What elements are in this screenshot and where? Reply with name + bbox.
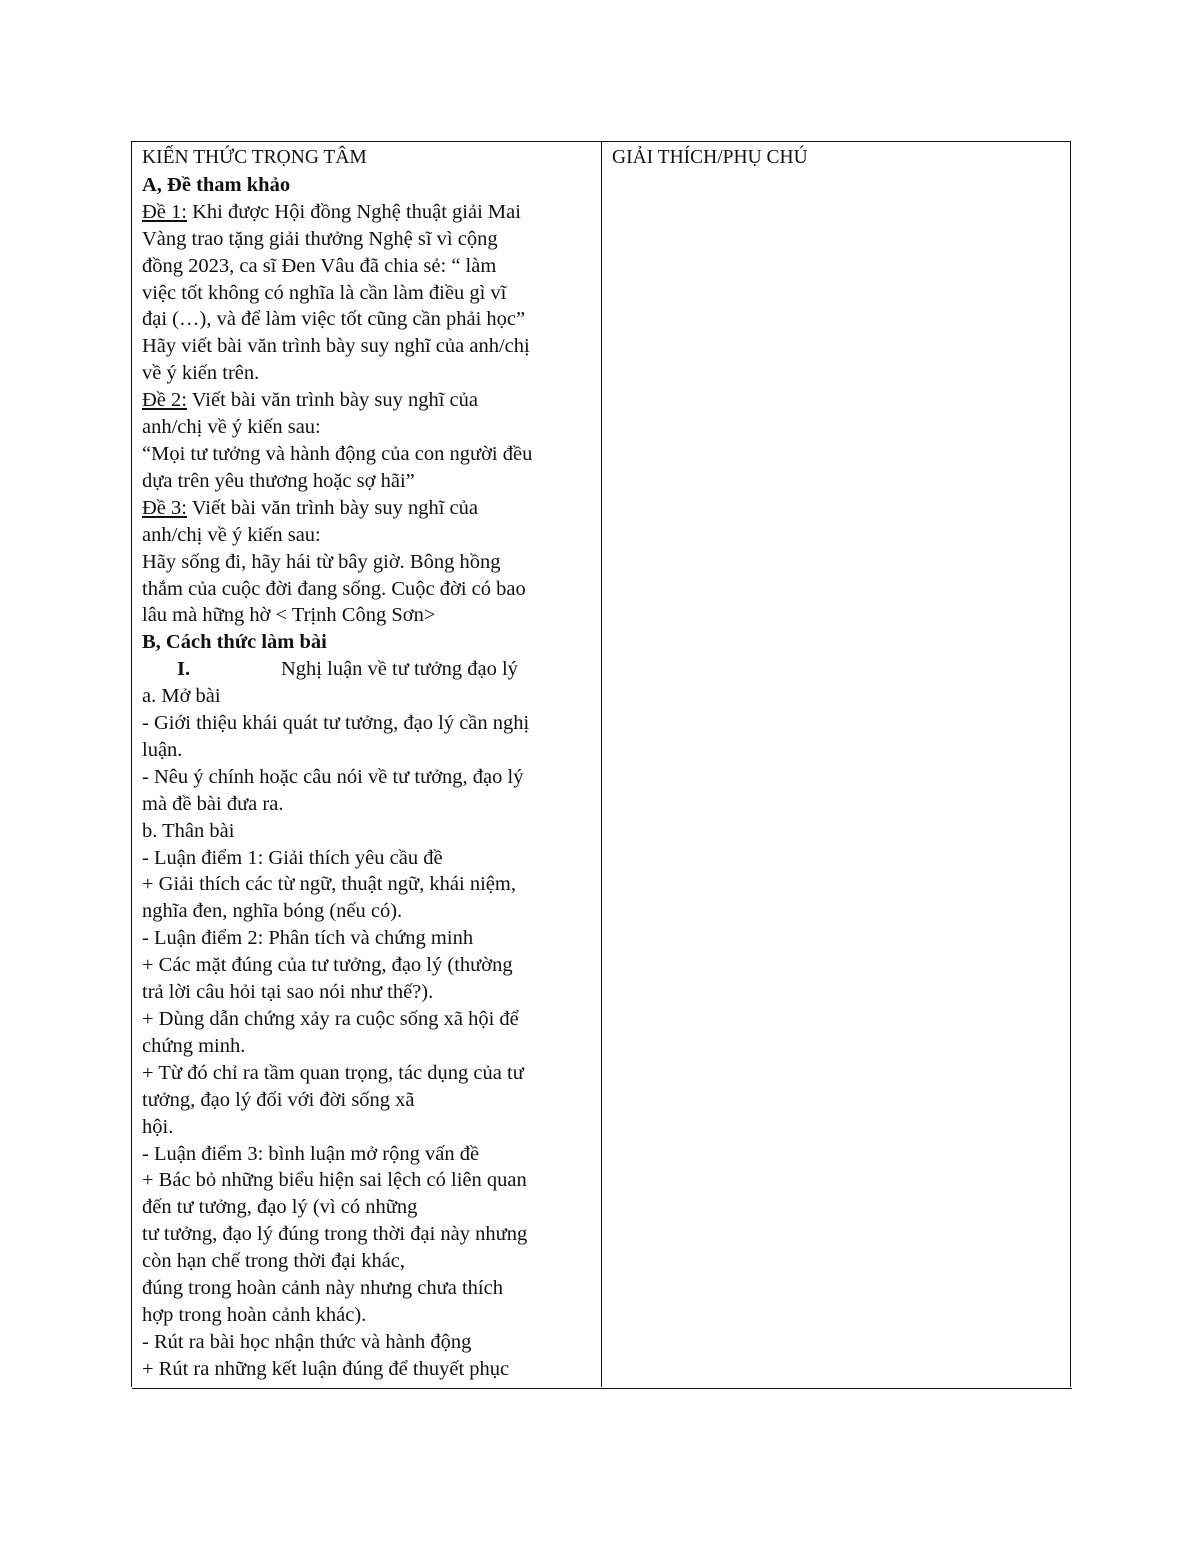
- prompt-2-text: dựa trên yêu thương hoặc sợ hãi”: [142, 469, 415, 492]
- method-line: mà đề bài đưa ra.: [142, 792, 284, 815]
- prompt-2-line: [142, 414, 595, 441]
- method-line: - Luận điểm 3: bình luận mở rộng vấn đề: [142, 1142, 480, 1165]
- method-lines: [142, 683, 595, 1383]
- right-column-header: GIẢI THÍCH/PHỤ CHÚ: [612, 147, 808, 168]
- method-line: còn hạn chế trong thời đại khác,: [142, 1250, 406, 1273]
- prompt-1-text: đồng 2023, ca sĩ Đen Vâu đã chia sẻ: “ làm: [142, 254, 497, 277]
- prompt-3-text: anh/chị về ý kiến sau:: [142, 523, 321, 546]
- prompt-1-text: đại (…), và để làm việc tốt cũng cần phải học”: [142, 308, 526, 331]
- method-line: đúng trong hoàn cảnh này nhưng chưa thích: [142, 1277, 503, 1300]
- method-line: + Các mặt đúng của tư tưởng, đạo lý (thường: [142, 954, 513, 977]
- method-line: + Giải thích các từ ngữ, thuật ngữ, khái niệm,: [142, 873, 516, 896]
- prompt-1-line: [142, 333, 595, 360]
- prompt-2-line: [142, 468, 595, 495]
- prompt-1-line: [142, 199, 595, 226]
- method-line: luận.: [142, 738, 183, 761]
- section-a-heading: A, Đề tham khảo: [142, 173, 291, 196]
- method-line: - Rút ra bài học nhận thức và hành động: [142, 1330, 472, 1353]
- method-line: + Rút ra những kết luận đúng để thuyết phục: [142, 1357, 510, 1380]
- method-line: nghĩa đen, nghĩa bóng (nếu có).: [142, 900, 403, 923]
- method-line: tư tưởng, đạo lý đúng trong thời đại này nhưng: [142, 1223, 528, 1246]
- prompt-2-line: [142, 387, 595, 414]
- method-line: hợp trong hoàn cảnh khác).: [142, 1303, 367, 1326]
- explanation-column: [602, 142, 1071, 1387]
- method-line: - Luận điểm 1: Giải thích yêu cầu đề: [142, 846, 443, 869]
- prompt-3-label: Đề 3:: [142, 496, 187, 519]
- prompt-1-label: Đề 1:: [142, 200, 187, 223]
- section-b-heading: B, Cách thức làm bài: [142, 631, 327, 654]
- prompt-1-text: về ý kiến trên.: [142, 362, 260, 385]
- prompt-3-text: thắm của cuộc đời đang sống. Cuộc đời có bao: [142, 577, 526, 600]
- prompt-3-line: [142, 576, 595, 603]
- prompt-3-line: [142, 522, 595, 549]
- part-1-title: Nghị luận về tư tưởng đạo lý: [281, 658, 518, 681]
- prompt-3-line: [142, 495, 595, 522]
- left-column-header: KIẾN THỨC TRỌNG TÂM: [142, 147, 367, 168]
- prompt-2-label: Đề 2:: [142, 389, 187, 412]
- prompt-1-line: [142, 360, 595, 387]
- prompt-3-line: [142, 602, 595, 629]
- method-line: + Từ đó chỉ ra tầm quan trọng, tác dụng của tư: [142, 1061, 524, 1084]
- method-line: b. Thân bài: [142, 819, 235, 842]
- prompt-1-line: [142, 280, 595, 307]
- prompt-2-text: Viết bài văn trình bày suy nghĩ của: [186, 389, 479, 412]
- prompt-2-text: “Mọi tư tưởng và hành động của con người đều: [142, 442, 533, 465]
- prompt-3: [142, 495, 595, 630]
- method-line: hội.: [142, 1115, 174, 1138]
- prompt-2-text: anh/chị về ý kiến sau:: [142, 416, 321, 439]
- table-bottom-border: [132, 1388, 1072, 1389]
- method-line: chứng minh.: [142, 1034, 246, 1057]
- prompt-2-line: [142, 441, 595, 468]
- prompt-3-text: Hãy sống đi, hãy hái từ bây giờ. Bông hồng: [142, 550, 501, 573]
- method-line: tưởng, đạo lý đối với đời sống xã: [142, 1088, 415, 1111]
- method-line: - Giới thiệu khái quát tư tưởng, đạo lý cần nghị: [142, 712, 530, 735]
- part-1-number: I.: [177, 658, 191, 681]
- prompt-1: [142, 199, 595, 387]
- prompt-2: [142, 387, 595, 495]
- prompt-1-line: [142, 226, 595, 253]
- prompt-1-text: Vàng trao tặng giải thưởng Nghệ sĩ vì cộng: [142, 227, 498, 250]
- prompt-1-text: việc tốt không có nghĩa là cần làm điều gì vĩ: [142, 281, 507, 304]
- method-line: - Luận điểm 2: Phân tích và chứng minh: [142, 927, 474, 950]
- prompt-1-text: Khi được Hội đồng Nghệ thuật giải Mai: [186, 200, 521, 223]
- prompt-3-text: lâu mà hững hờ < Trịnh Công Sơn>: [142, 604, 436, 627]
- method-line: trả lời câu hỏi tại sao nói như thế?).: [142, 981, 434, 1004]
- prompt-1-line: [142, 253, 595, 280]
- method-line: + Dùng dẫn chứng xảy ra cuộc sống xã hội để: [142, 1008, 519, 1030]
- prompt-3-line: [142, 549, 595, 576]
- content-table: [131, 141, 1071, 1387]
- prompt-1-text: Hãy viết bài văn trình bày suy nghĩ của anh/chị: [142, 335, 530, 358]
- key-knowledge-column: [132, 142, 602, 1387]
- part-1-heading: [142, 656, 595, 683]
- prompt-3-text: Viết bài văn trình bày suy nghĩ của: [186, 496, 479, 519]
- method-line: + Bác bỏ những biểu hiện sai lệch có liên quan: [142, 1169, 527, 1192]
- method-line: đến tư tưởng, đạo lý (vì có những: [142, 1196, 418, 1219]
- method-line: a. Mở bài: [142, 685, 221, 708]
- method-line: - Nêu ý chính hoặc câu nói về tư tưởng, đạo lý: [142, 765, 524, 788]
- prompt-1-line: [142, 306, 595, 333]
